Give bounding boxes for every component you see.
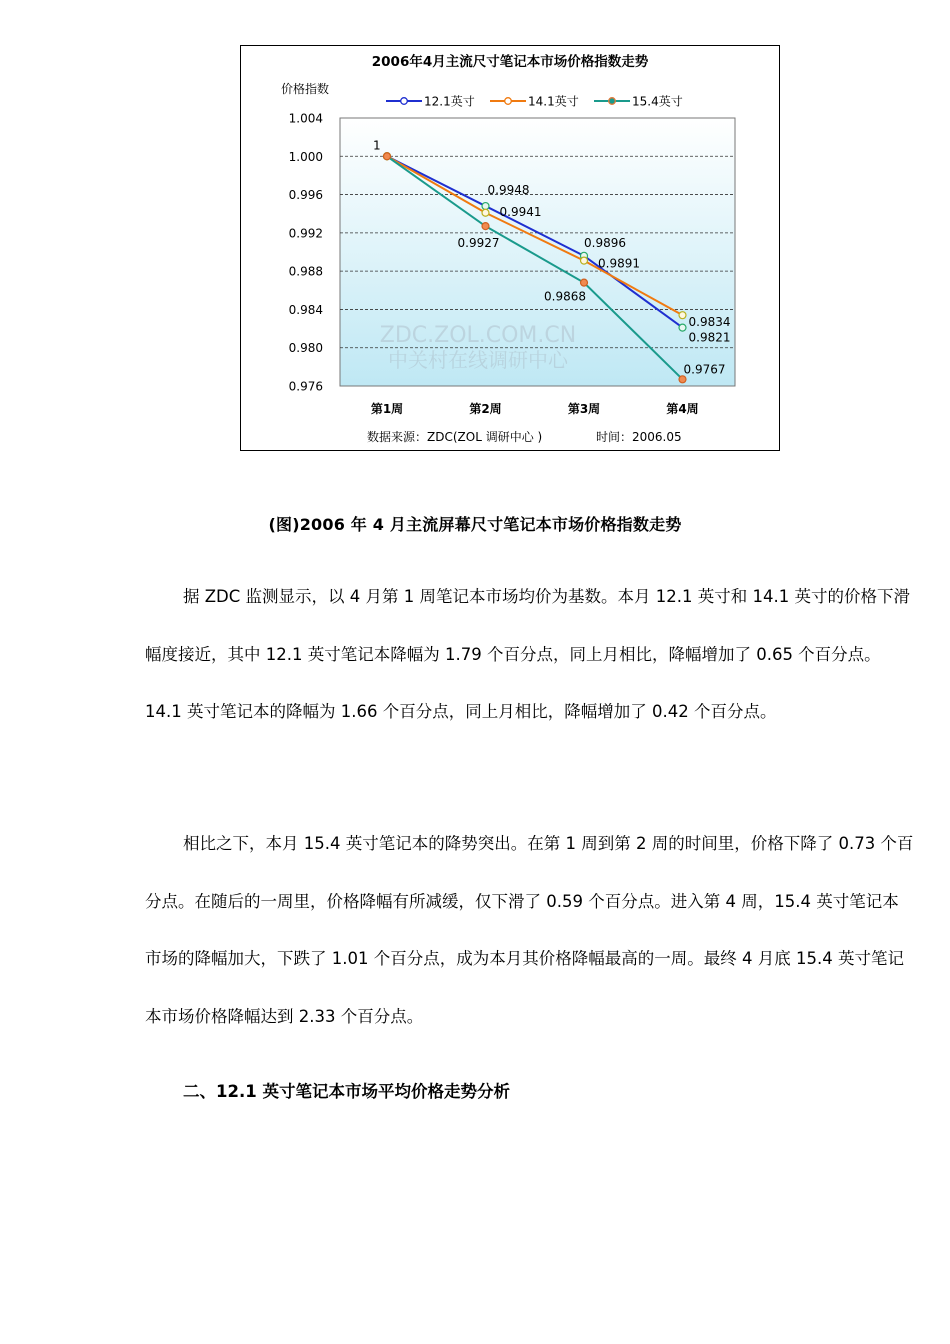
legend-marker-3 xyxy=(609,98,616,105)
data-label: 0.9948 xyxy=(487,183,530,198)
data-label: 0.9891 xyxy=(598,256,640,271)
y-tick-label: 0.988 xyxy=(288,264,323,279)
x-tick-label: 第4周 xyxy=(666,402,699,416)
chart-source: 数据来源：ZDC(ZOL 调研中心 ) xyxy=(367,430,543,444)
data-label: 0.9896 xyxy=(584,235,626,250)
section-heading: 二、12.1 英寸笔记本市场平均价格走势分析 xyxy=(183,1082,510,1101)
legend-marker-2 xyxy=(505,98,512,105)
data-label: 0.9821 xyxy=(688,330,731,345)
legend-label-2: 14.1英寸 xyxy=(528,94,579,109)
chart-title: 2006年4月主流尺寸笔记本市场价格指数走势 xyxy=(371,54,649,70)
x-tick-label: 第3周 xyxy=(567,402,601,416)
data-point xyxy=(482,223,489,230)
data-point xyxy=(679,376,686,383)
y-tick-label: 0.984 xyxy=(288,302,323,317)
data-label: 1 xyxy=(373,138,381,153)
data-point xyxy=(679,312,686,319)
data-point xyxy=(581,257,588,264)
data-point xyxy=(384,153,391,160)
data-label: 0.9834 xyxy=(688,315,731,330)
x-tick-label: 第1周 xyxy=(370,402,404,416)
y-tick-label: 0.976 xyxy=(288,379,323,394)
legend-label-3: 15.4英寸 xyxy=(632,94,683,109)
figure-caption: (图)2006 年 4 月主流屏幕尺寸笔记本市场价格指数走势 xyxy=(268,515,682,534)
paragraph-2: 相比之下，本月 15.4 英寸笔记本的降势突出。在第 1 周到第 2 周的时间里，价格下降了 0.73 个百分点。在随后的一周里，价格降幅有所减缓，仅下滑了 0.59 个百分点。进入第 4 周，15.4 英寸笔记本市场的降幅加大，下跌了 1.01 个百分点，成为本月其价格降幅最高的一周。最终 4 月底 15.4 英寸笔记本市场价格降幅达到 2.33 个百分点。 xyxy=(145,834,914,1026)
watermark-text: 中关村在线调研中心 xyxy=(388,348,568,372)
y-tick-label: 0.996 xyxy=(288,188,323,203)
y-axis-label: 价格指数 xyxy=(281,82,330,96)
data-label: 0.9868 xyxy=(544,289,586,304)
y-tick-label: 1.004 xyxy=(288,111,323,126)
data-point xyxy=(679,324,686,331)
chart-canvas xyxy=(241,46,779,450)
y-tick-label: 0.992 xyxy=(288,226,323,241)
legend-label-1: 12.1英寸 xyxy=(424,94,475,109)
data-point xyxy=(581,279,588,286)
legend-marker-1 xyxy=(401,98,408,105)
y-tick-label: 1.000 xyxy=(288,149,323,164)
data-label: 0.9941 xyxy=(499,204,542,219)
price-index-chart xyxy=(240,45,780,451)
watermark-text: ZDC.ZOL.COM.CN xyxy=(379,323,577,348)
data-point xyxy=(482,203,489,210)
data-point xyxy=(482,209,489,216)
data-label: 0.9767 xyxy=(683,362,726,377)
x-tick-label: 第2周 xyxy=(469,402,502,416)
data-label: 0.9927 xyxy=(457,236,500,251)
y-tick-label: 0.980 xyxy=(288,341,323,356)
chart-time: 时间：2006.05 xyxy=(596,430,682,444)
paragraph-1: 据 ZDC 监测显示，以 4 月第 1 周笔记本市场均价为基数。本月 12.1 英寸和 14.1 英寸的价格下滑幅度接近，其中 12.1 英寸笔记本降幅为 1.79 个百分点，同上月相比，降幅增加了 0.65 个百分点。14.1 英寸笔记本的降幅为 1.66 个百分点，同上月相比，降幅增加了 0.42 个百分点。 xyxy=(145,587,910,721)
